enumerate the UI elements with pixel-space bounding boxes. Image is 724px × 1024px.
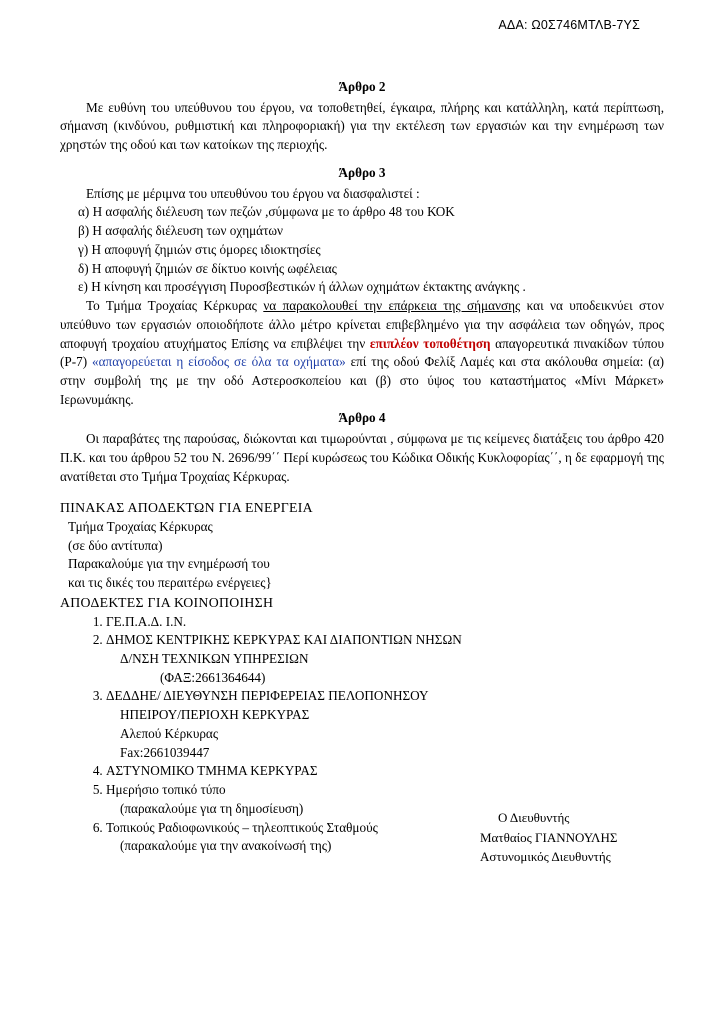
article-3-intro: Επίσης με μέριμνα του υπευθύνου του έργου να διασφαλιστεί : <box>86 185 420 201</box>
recipient-sub: (ΦΑΞ:2661364644) <box>160 669 266 685</box>
article-2-body: Με ευθύνη του υπεύθυνου του έργου, να τοποθετηθεί, έγκαιρα, πλήρης και κατάλληλη, κατά περίπτωση, σήμανση (κινδύνου, ρυθμιστική και πληροφοριακή) για την εκτέλεση των εργασιών και την ενημέρωση των χρηστών της οδού και των κατοίκων της περιοχής. <box>60 99 664 153</box>
recipient-sub: (παρακαλούμε για την ανακοίνωσή της) <box>120 838 332 854</box>
recipient-main: 5. Ημερήσιο τοπικό τύπο <box>106 782 226 798</box>
list-item <box>106 613 664 632</box>
article-3-heading: Άρθρο 3 <box>338 164 386 180</box>
article-4-heading: Άρθρο 4 <box>338 410 386 426</box>
seg-2-underlined: να παρακολουθεί την επάρκεια της σήμανσης <box>263 298 521 314</box>
seg-3: και να υποδεικνύει στον υπεύθυνο των εργασιών οποιοδήποτε άλλο μέτρο κρίνεται επιβεβλημένο για την ασφάλεια των οδηγών, προς αποφυγή τροχαίου ατυχήματος Επίσης να επιβλέψει την <box>60 298 664 351</box>
recipients-action-line-3: Παρακαλούμε για την ενημέρωσή του <box>68 556 270 572</box>
recipient-sub: (παρακαλούμε για τη δημοσίευση) <box>120 800 304 816</box>
article-3-paragraph <box>60 297 664 409</box>
list-item <box>106 631 664 687</box>
seg-5: απαγορευτικά πινακίδων τύπου (Ρ-7) <box>60 335 664 370</box>
recipient-main: 4. ΑΣΤΥΝΟΜΙΚΟ ΤΜΗΜΑ ΚΕΡΚΥΡΑΣ <box>106 763 318 779</box>
document-body <box>60 78 664 856</box>
signature-block <box>480 808 617 867</box>
recipient-main: 6. Τοπικούς Ραδιοφωνικούς – τηλεοπτικούς Σταθμούς <box>106 819 378 835</box>
recipients-action-line-4: και τις δικές του περαιτέρω ενέργειες} <box>68 575 272 591</box>
article-3-item-b: β) Η ασφαλής διέλευση των οχημάτων <box>78 223 284 239</box>
recipient-main: 3. ΔΕΔΔΗΕ/ ΔΙΕΥΘΥΝΣΗ ΠΕΡΙΦΕΡΕΙΑΣ ΠΕΛΟΠΟΝΗΣΟΥ <box>106 688 429 704</box>
seg-6-sign-text: «απαγορεύεται η είσοδος σε όλα τα οχήματα» <box>92 354 346 370</box>
article-3-item-a: α) Η ασφαλής διέλευση των πεζών ,σύμφωνα με το άρθρο 48 του ΚΟΚ <box>78 204 455 220</box>
recipient-main: 1. ΓΕ.Π.Α.Δ. Ι.Ν. <box>106 613 187 629</box>
signature-role: Ο Διευθυντής <box>498 810 570 825</box>
recipients-info-title: ΑΠΟΔΕΚΤΕΣ ΓΙΑ ΚΟΙΝΟΠΟΙΗΣΗ <box>60 594 274 610</box>
recipient-sub: Αλεπού Κέρκυρας <box>120 725 219 741</box>
recipients-action-line-1: Τμήμα Τροχαίας Κέρκυρας <box>68 519 213 534</box>
ada-code: ΑΔΑ: Ω0Σ746ΜΤΛΒ-7ΥΣ <box>498 18 640 32</box>
article-3-item-d: δ) Η αποφυγή ζημιών σε δίκτυο κοινής ωφέλειας <box>78 260 337 276</box>
recipients-action-line-2: (σε δύο αντίτυπα) <box>68 537 163 553</box>
seg-1: Το Τμήμα Τροχαίας Κέρκυρας <box>86 298 264 314</box>
list-item <box>106 762 664 781</box>
signature-rank: Αστυνομικός Διευθυντής <box>480 849 611 864</box>
article-3-item-c: γ) Η αποφυγή ζημιών στις όμορες ιδιοκτησίες <box>78 241 321 257</box>
recipients-action-title: ΠΙΝΑΚΑΣ ΑΠΟΔΕΚΤΩΝ ΓΙΑ ΕΝΕΡΓΕΙΑ <box>60 500 313 516</box>
list-item <box>106 687 664 762</box>
signature-name: Ματθαίος ΓΙΑΝΝΟΥΛΗΣ <box>480 829 618 845</box>
seg-4-highlighted: επιπλέον τοποθέτηση <box>369 335 491 351</box>
article-3-item-e: ε) Η κίνηση και προσέγγιση Πυροσβεστικών ή άλλων οχημάτων έκτακτης ανάγκης . <box>78 279 526 295</box>
recipient-sub: Δ/ΝΣΗ ΤΕΧΝΙΚΩΝ ΥΠΗΡΕΣΙΩΝ <box>120 650 309 666</box>
recipient-sub: ΗΠΕΙΡΟΥ/ΠΕΡΙΟΧΗ ΚΕΡΚΥΡΑΣ <box>120 707 310 723</box>
recipient-main: 2. ΔΗΜΟΣ ΚΕΝΤΡΙΚΗΣ ΚΕΡΚΥΡΑΣ ΚΑΙ ΔΙΑΠΟΝΤΙΩΝ ΝΗΣΩΝ <box>106 632 462 648</box>
article-2-heading: Άρθρο 2 <box>338 79 386 94</box>
recipient-sub: Fax:2661039447 <box>120 744 210 760</box>
article-4-body: Οι παραβάτες της παρούσας, διώκονται και τιμωρούνται , σύμφωνα με τις κείμενες διατάξεις του άρθρο 420 Π.Κ. και του άρθρου 52 του Ν. 2696/99΄΄ Περί κυρώσεως του Κώδικα Οδικής Κυκλοφορίας΄΄, η δε εφαρμογή της ανατίθεται στο Τμήμα Τροχαίας Κέρκυρας. <box>60 431 664 484</box>
seg-7: επί της οδού Φελίξ Λαμές και στα ακόλουθα σημεία: (α) στην συμβολή της με την οδό Αστεροσκοπείου και (β) στο ύψος του καταστήματος «Μίνι Μάρκετ» Ιερωνυμάκης. <box>60 354 664 407</box>
